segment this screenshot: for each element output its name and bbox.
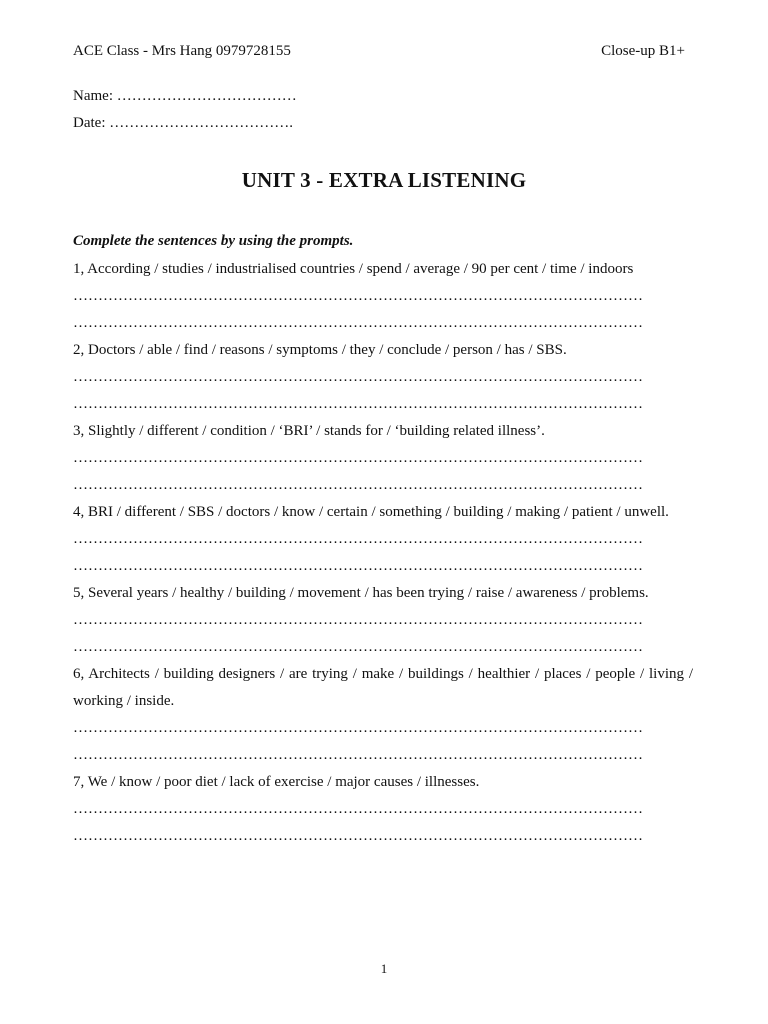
date-field: Date: ………………………………. [73, 115, 293, 131]
exercise-prompt: 6, Architects / building designers / are trying / make / buildings / healthier / places / people / living / working / inside. [73, 666, 693, 709]
answer-line[interactable]: …………………………………………………………………………………………………… [73, 558, 643, 574]
exercise-item [73, 661, 693, 769]
header-course-level: Close-up B1+ [601, 43, 685, 59]
answer-line[interactable]: …………………………………………………………………………………………………… [73, 639, 643, 655]
exercise-item [73, 256, 693, 337]
page-number: 1 [380, 961, 388, 976]
answer-line[interactable]: …………………………………………………………………………………………………… [73, 801, 643, 817]
answer-line[interactable]: …………………………………………………………………………………………………… [73, 450, 643, 466]
exercise-item [73, 769, 693, 850]
answer-line[interactable]: …………………………………………………………………………………………………… [73, 720, 643, 736]
exercise-item [73, 337, 693, 418]
instructions: Complete the sentences by using the prompts. [73, 233, 354, 249]
exercise-item [73, 499, 693, 580]
answer-line[interactable]: …………………………………………………………………………………………………… [73, 288, 643, 304]
answer-line[interactable]: …………………………………………………………………………………………………… [73, 477, 643, 493]
answer-line[interactable]: …………………………………………………………………………………………………… [73, 828, 643, 844]
answer-line[interactable]: …………………………………………………………………………………………………… [73, 531, 643, 547]
exercise-prompt: 4, BRI / different / SBS / doctors / know / certain / something / building / making / patient / unwell. [73, 504, 669, 520]
name-field: Name: ……………………………… [73, 88, 297, 104]
header-class-info: ACE Class - Mrs Hang 0979728155 [73, 43, 291, 59]
exercise-item [73, 418, 693, 499]
answer-line[interactable]: …………………………………………………………………………………………………… [73, 315, 643, 331]
answer-line[interactable]: …………………………………………………………………………………………………… [73, 747, 643, 763]
exercise-prompt: 7, We / know / poor diet / lack of exercise / major causes / illnesses. [73, 774, 480, 790]
exercise-prompt: 5, Several years / healthy / building / movement / has been trying / raise / awareness / problems. [73, 585, 649, 601]
answer-line[interactable]: …………………………………………………………………………………………………… [73, 612, 643, 628]
exercise-prompt: 1, According / studies / industrialised countries / spend / average / 90 per cent / time / indoors [73, 261, 634, 277]
exercise-item [73, 580, 693, 661]
exercise-prompt: 3, Slightly / different / condition / ‘BRI’ / stands for / ‘building related illness’. [73, 423, 545, 439]
exercise-list [73, 256, 693, 850]
page-title: UNIT 3 - EXTRA LISTENING [241, 168, 527, 192]
answer-line[interactable]: …………………………………………………………………………………………………… [73, 369, 643, 385]
exercise-prompt: 2, Doctors / able / find / reasons / symptoms / they / conclude / person / has / SBS. [73, 342, 567, 358]
answer-line[interactable]: …………………………………………………………………………………………………… [73, 396, 643, 412]
